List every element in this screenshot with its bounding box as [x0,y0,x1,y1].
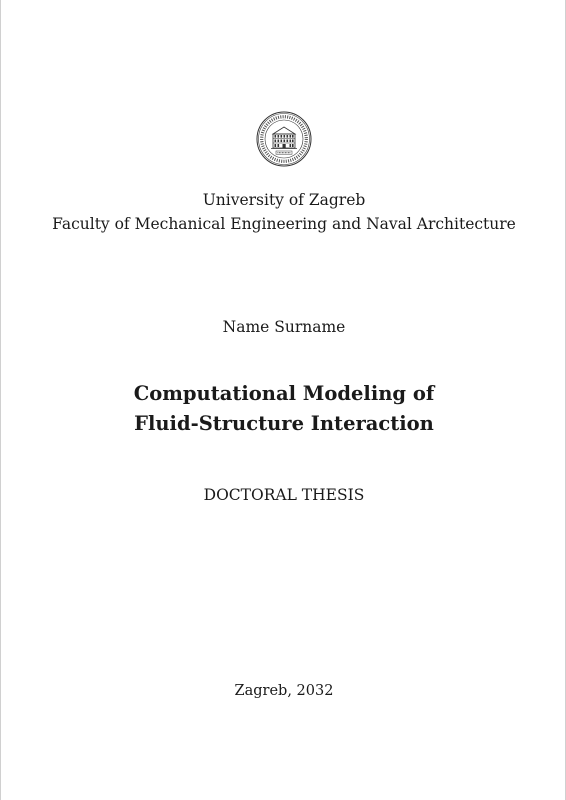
thesis-title-line-2: Fluid-Structure Interaction [134,412,434,435]
author-name: Name Surname [222,318,346,336]
place-and-year: Zagreb, 2032 [234,683,334,699]
university-name: University of Zagreb [202,191,366,209]
thesis-type: DOCTORAL THESIS [203,486,365,504]
thesis-title-line-1: Computational Modeling of [133,382,435,405]
university-seal-icon [256,111,312,167]
faculty-name: Faculty of Mechanical Engineering and Naval Architecture [52,215,516,233]
